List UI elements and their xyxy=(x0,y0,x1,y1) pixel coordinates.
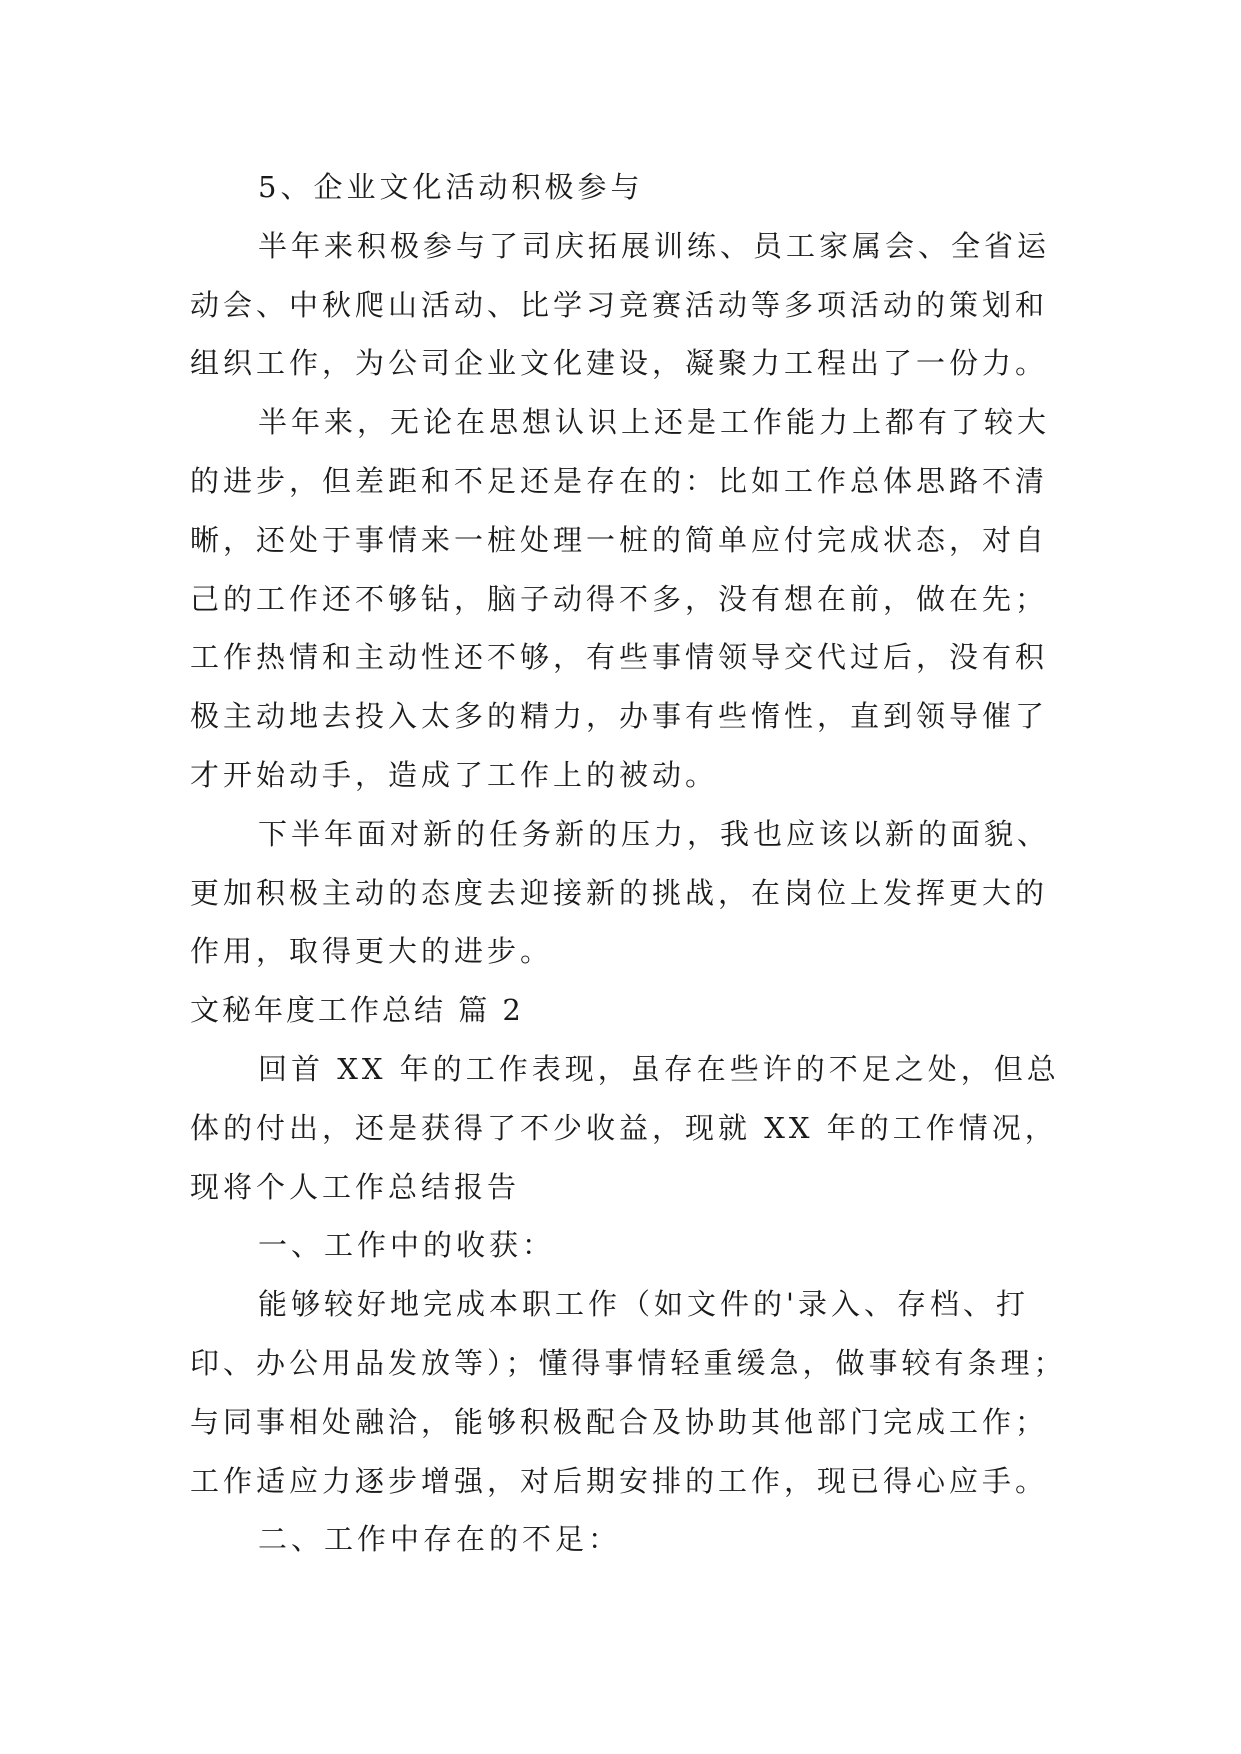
section-heading-culture-activities: 5、企业文化活动积极参与 xyxy=(258,170,644,204)
paragraph-self-assessment: 半年来，无论在思想认识上还是工作能力上都有了较大 的进步，但差距和不足还是存在的：比如工作总体思路不清 晰，还处于事情来一桩处理一桩的简单应付完成状态，对自 己的工作还不够钻，脑子动得不多，没有想在前，做在先； 工作热情和主动性还不够，有些事情领导交代过后，没有积 极主动地去投入太多的精力，办事有些惰性，直到领导催了 才开始动手，造成了工作上的被动。 xyxy=(190,405,1051,792)
paragraph-review-intro: 回首 XX 年的工作表现，虽存在些许的不足之处，但总 体的付出，还是获得了不少收益，现就 XX 年的工作情况， 现将个人工作总结报告 xyxy=(190,1051,1060,1204)
section-heading-shortcomings: 二、工作中存在的不足： xyxy=(258,1522,622,1557)
article-title: 文秘年度工作总结 篇 2 xyxy=(190,993,524,1028)
paragraph-gains: 能够较好地完成本职工作（如文件的'录入、存档、打 印、办公用品发放等）；懂得事情轻重缓急，做事较有条理； 与同事相处融洽，能够积极配合及协助其他部门完成工作； 工作适应力逐步增强，对后期安排的工作，现已得心应手。 xyxy=(190,1287,1067,1498)
paragraph-second-half-plan: 下半年面对新的任务新的压力，我也应该以新的面貌、 更加积极主动的态度去迎接新的挑战，在岗位上发挥更大的 作用，取得更大的进步。 xyxy=(190,816,1051,969)
document-body xyxy=(190,158,1090,1569)
section-heading-gains: 一、工作中的收获： xyxy=(258,1228,556,1263)
paragraph-activities: 半年来积极参与了司庆拓展训练、员工家属会、全省运 动会、中秋爬山活动、比学习竞赛活动等多项活动的策划和 组织工作，为公司企业文化建设，凝聚力工程出了一份力。 xyxy=(190,228,1051,381)
